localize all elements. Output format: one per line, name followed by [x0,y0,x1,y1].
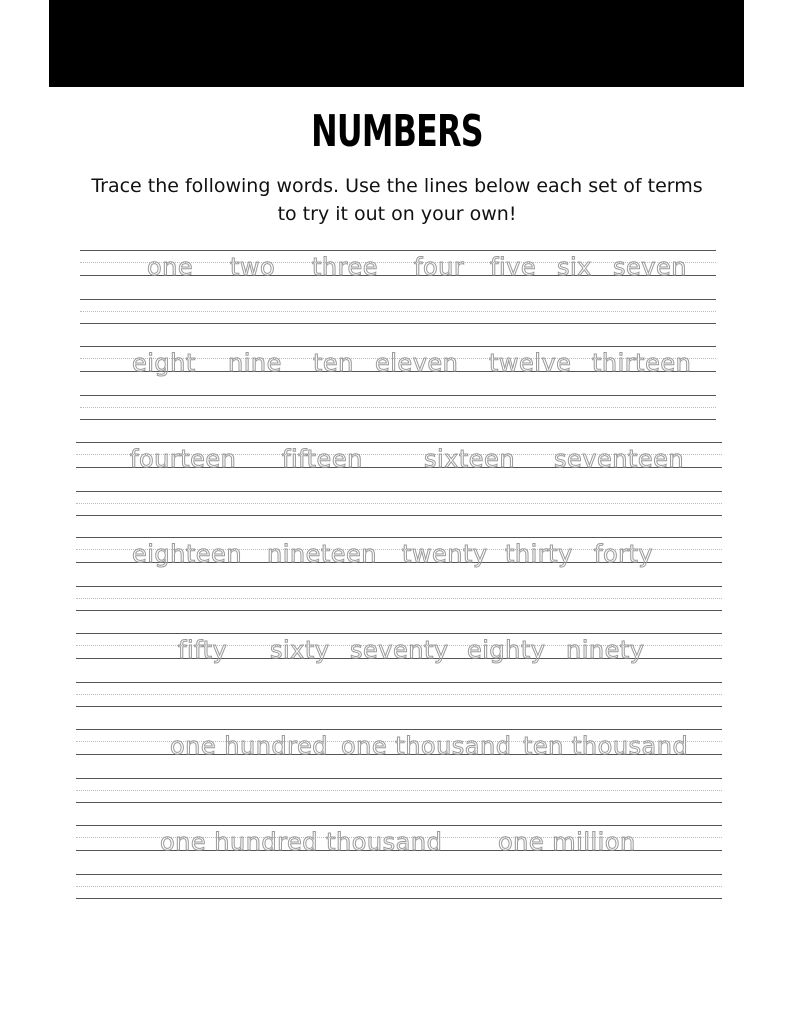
instructions-text: Trace the following words. Use the lines below each set of terms to try it out on your own! [91,175,703,225]
practice-line [76,682,722,683]
trace-word: one hundred [170,732,328,760]
trace-word: two [230,253,276,281]
trace-word: eighty [467,636,546,664]
practice-line [76,802,722,803]
practice-line [76,778,722,779]
trace-guide-line [76,729,722,730]
practice-line [76,874,722,875]
trace-word: fifteen [282,445,363,473]
trace-word: fourteen [130,445,237,473]
practice-line [76,610,722,611]
practice-line [76,503,722,504]
trace-guide-line [80,250,716,251]
trace-word: sixty [270,636,330,664]
trace-word: one thousand [341,732,512,760]
trace-row [0,635,794,665]
trace-word: ten thousand [523,732,689,760]
practice-line [80,395,716,396]
trace-row [0,731,794,761]
practice-line [76,491,722,492]
trace-word: eleven [375,349,459,377]
trace-row [0,827,794,857]
trace-word: seventy [350,636,449,664]
trace-word: six [557,253,592,281]
practice-line [80,407,716,408]
trace-word: nineteen [267,540,378,568]
trace-row [0,252,794,282]
trace-guide-line [76,442,722,443]
trace-word: one million [498,828,636,856]
trace-word: one [147,253,194,281]
trace-row [0,348,794,378]
trace-word: twelve [489,349,572,377]
practice-line [80,323,716,324]
practice-line [76,898,722,899]
trace-word: three [312,253,378,281]
trace-word: fifty [178,636,228,664]
practice-line [76,586,722,587]
trace-row [0,444,794,474]
trace-word: ten [313,349,354,377]
trace-word: sixteen [424,445,516,473]
trace-row [0,539,794,569]
trace-guide-line [80,346,716,347]
practice-line [76,598,722,599]
practice-line [76,706,722,707]
practice-line [76,790,722,791]
trace-word: forty [594,540,654,568]
practice-line [76,886,722,887]
practice-line [76,694,722,695]
trace-word: nine [228,349,282,377]
trace-guide-line [76,537,722,538]
practice-line [80,311,716,312]
practice-line [76,515,722,516]
trace-word: eight [132,349,196,377]
trace-guide-line [76,633,722,634]
practice-line [80,419,716,420]
practice-line [80,299,716,300]
trace-word: thirty [505,540,573,568]
trace-word: thirteen [592,349,692,377]
trace-word: eighteen [132,540,243,568]
trace-word: four [414,253,465,281]
trace-word: one hundred thousand [160,828,443,856]
trace-word: twenty [402,540,488,568]
page-title: NUMBERS [311,106,483,157]
trace-word: five [490,253,537,281]
trace-word: ninety [566,636,645,664]
trace-guide-line [76,825,722,826]
trace-word: seventeen [554,445,685,473]
trace-word: seven [613,253,687,281]
